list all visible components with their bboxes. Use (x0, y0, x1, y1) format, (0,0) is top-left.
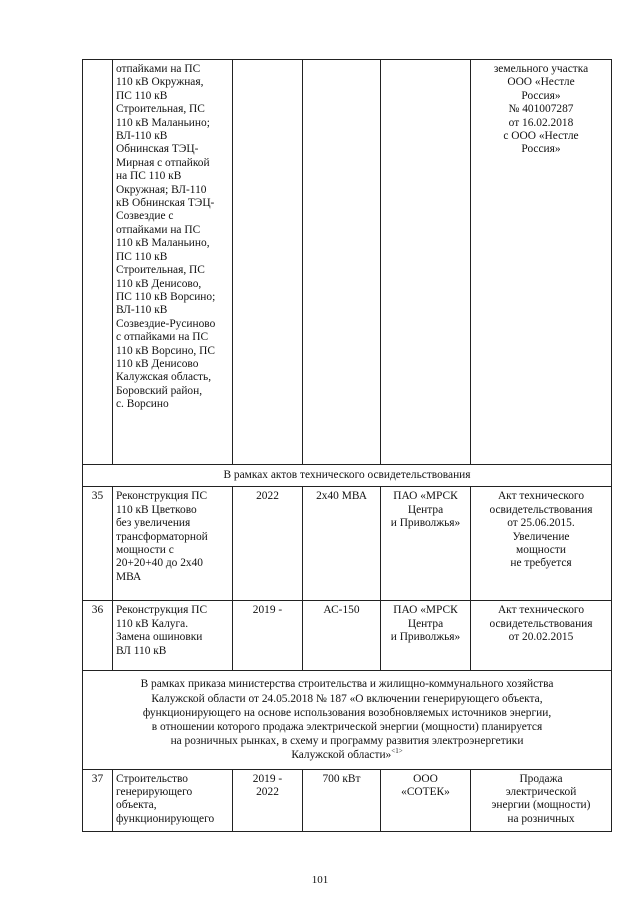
row-organization: ПАО «МРСК Центра и Приволжья» (381, 487, 471, 601)
section-header-row (83, 465, 612, 487)
row-capacity: АС-150 (303, 601, 381, 671)
projects-table (82, 59, 612, 832)
row-number: 37 (83, 769, 113, 831)
row-basis: Акт технического освидетельствования от 25.06.2015. Увеличение мощности не требуется (471, 487, 612, 601)
row-years: 2019 - 2022 (233, 769, 303, 831)
cont-num-cell (83, 60, 113, 465)
row-capacity: 700 кВт (303, 769, 381, 831)
table-row-35 (83, 487, 612, 601)
row-capacity: 2х40 МВА (303, 487, 381, 601)
row-years: 2022 (233, 487, 303, 601)
cont-description-cell: отпайками на ПС 110 кВ Окружная, ПС 110 кВ Строительная, ПС 110 кВ Маланьино; ВЛ-110 кВ Обнинская ТЭЦ- Мирная с отпайкой на ПС 110 кВ Окружная; ВЛ-110 кВ Обнинская ТЭЦ- Созвездие с отпайками на ПС 110 кВ Маланьино, ПС 110 кВ Строительная, ПС 110 кВ Денисово, ПС 110 кВ Ворсино; ВЛ-110 кВ Созвездие-Русиново с отпайками на ПС 110 кВ Ворсино, ПС 110 кВ Денисово Калужская область, Боровский район, с. Ворсино (113, 60, 233, 465)
row-organization: ООО «СОТЕК» (381, 769, 471, 831)
footnote-marker: <1> (391, 747, 403, 756)
continuation-row (83, 60, 612, 465)
row-number: 35 (83, 487, 113, 601)
table-row-36 (83, 601, 612, 671)
section-header-row (83, 671, 612, 769)
row-organization: ПАО «МРСК Центра и Приволжья» (381, 601, 471, 671)
row-number: 36 (83, 601, 113, 671)
cont-years-cell (233, 60, 303, 465)
section-title-ministry-order (83, 671, 612, 769)
row-years: 2019 - (233, 601, 303, 671)
row-description: Строительство генерирующего объекта, функционирующего (113, 769, 233, 831)
page-number: 101 (311, 874, 329, 886)
cont-basis-cell: земельного участка ООО «Нестле Россия» № 401007287 от 16.02.2018 с ООО «Нестле Россия» (471, 60, 612, 465)
cont-org-cell (381, 60, 471, 465)
cont-capacity-cell (303, 60, 381, 465)
section-title-technical-inspection: В рамках актов технического освидетельствования (83, 465, 612, 487)
row-basis: Акт технического освидетельствования от 20.02.2015 (471, 601, 612, 671)
row-description: Реконструкция ПС 110 кВ Калуга. Замена ошиновки ВЛ 110 кВ (113, 601, 233, 671)
section-title-text: В рамках приказа министерства строительства и жилищно-коммунального хозяйства Калужской области от 24.05.2018 № 187 «О включении генерирующего объекта, функционирующего на основе использования возобновляемых источников энергии, в отношении которого продажа электрической энергии (мощности) планируется на розничных рынках, в схему и программу развития электроэнергетики Калужской области» (140, 678, 554, 762)
row-basis: Продажа электрической энергии (мощности) на розничных (471, 769, 612, 831)
row-description: Реконструкция ПС 110 кВ Цветково без увеличения трансформаторной мощности с 20+20+40 до 2х40 МВА (113, 487, 233, 601)
table-row-37 (83, 769, 612, 831)
